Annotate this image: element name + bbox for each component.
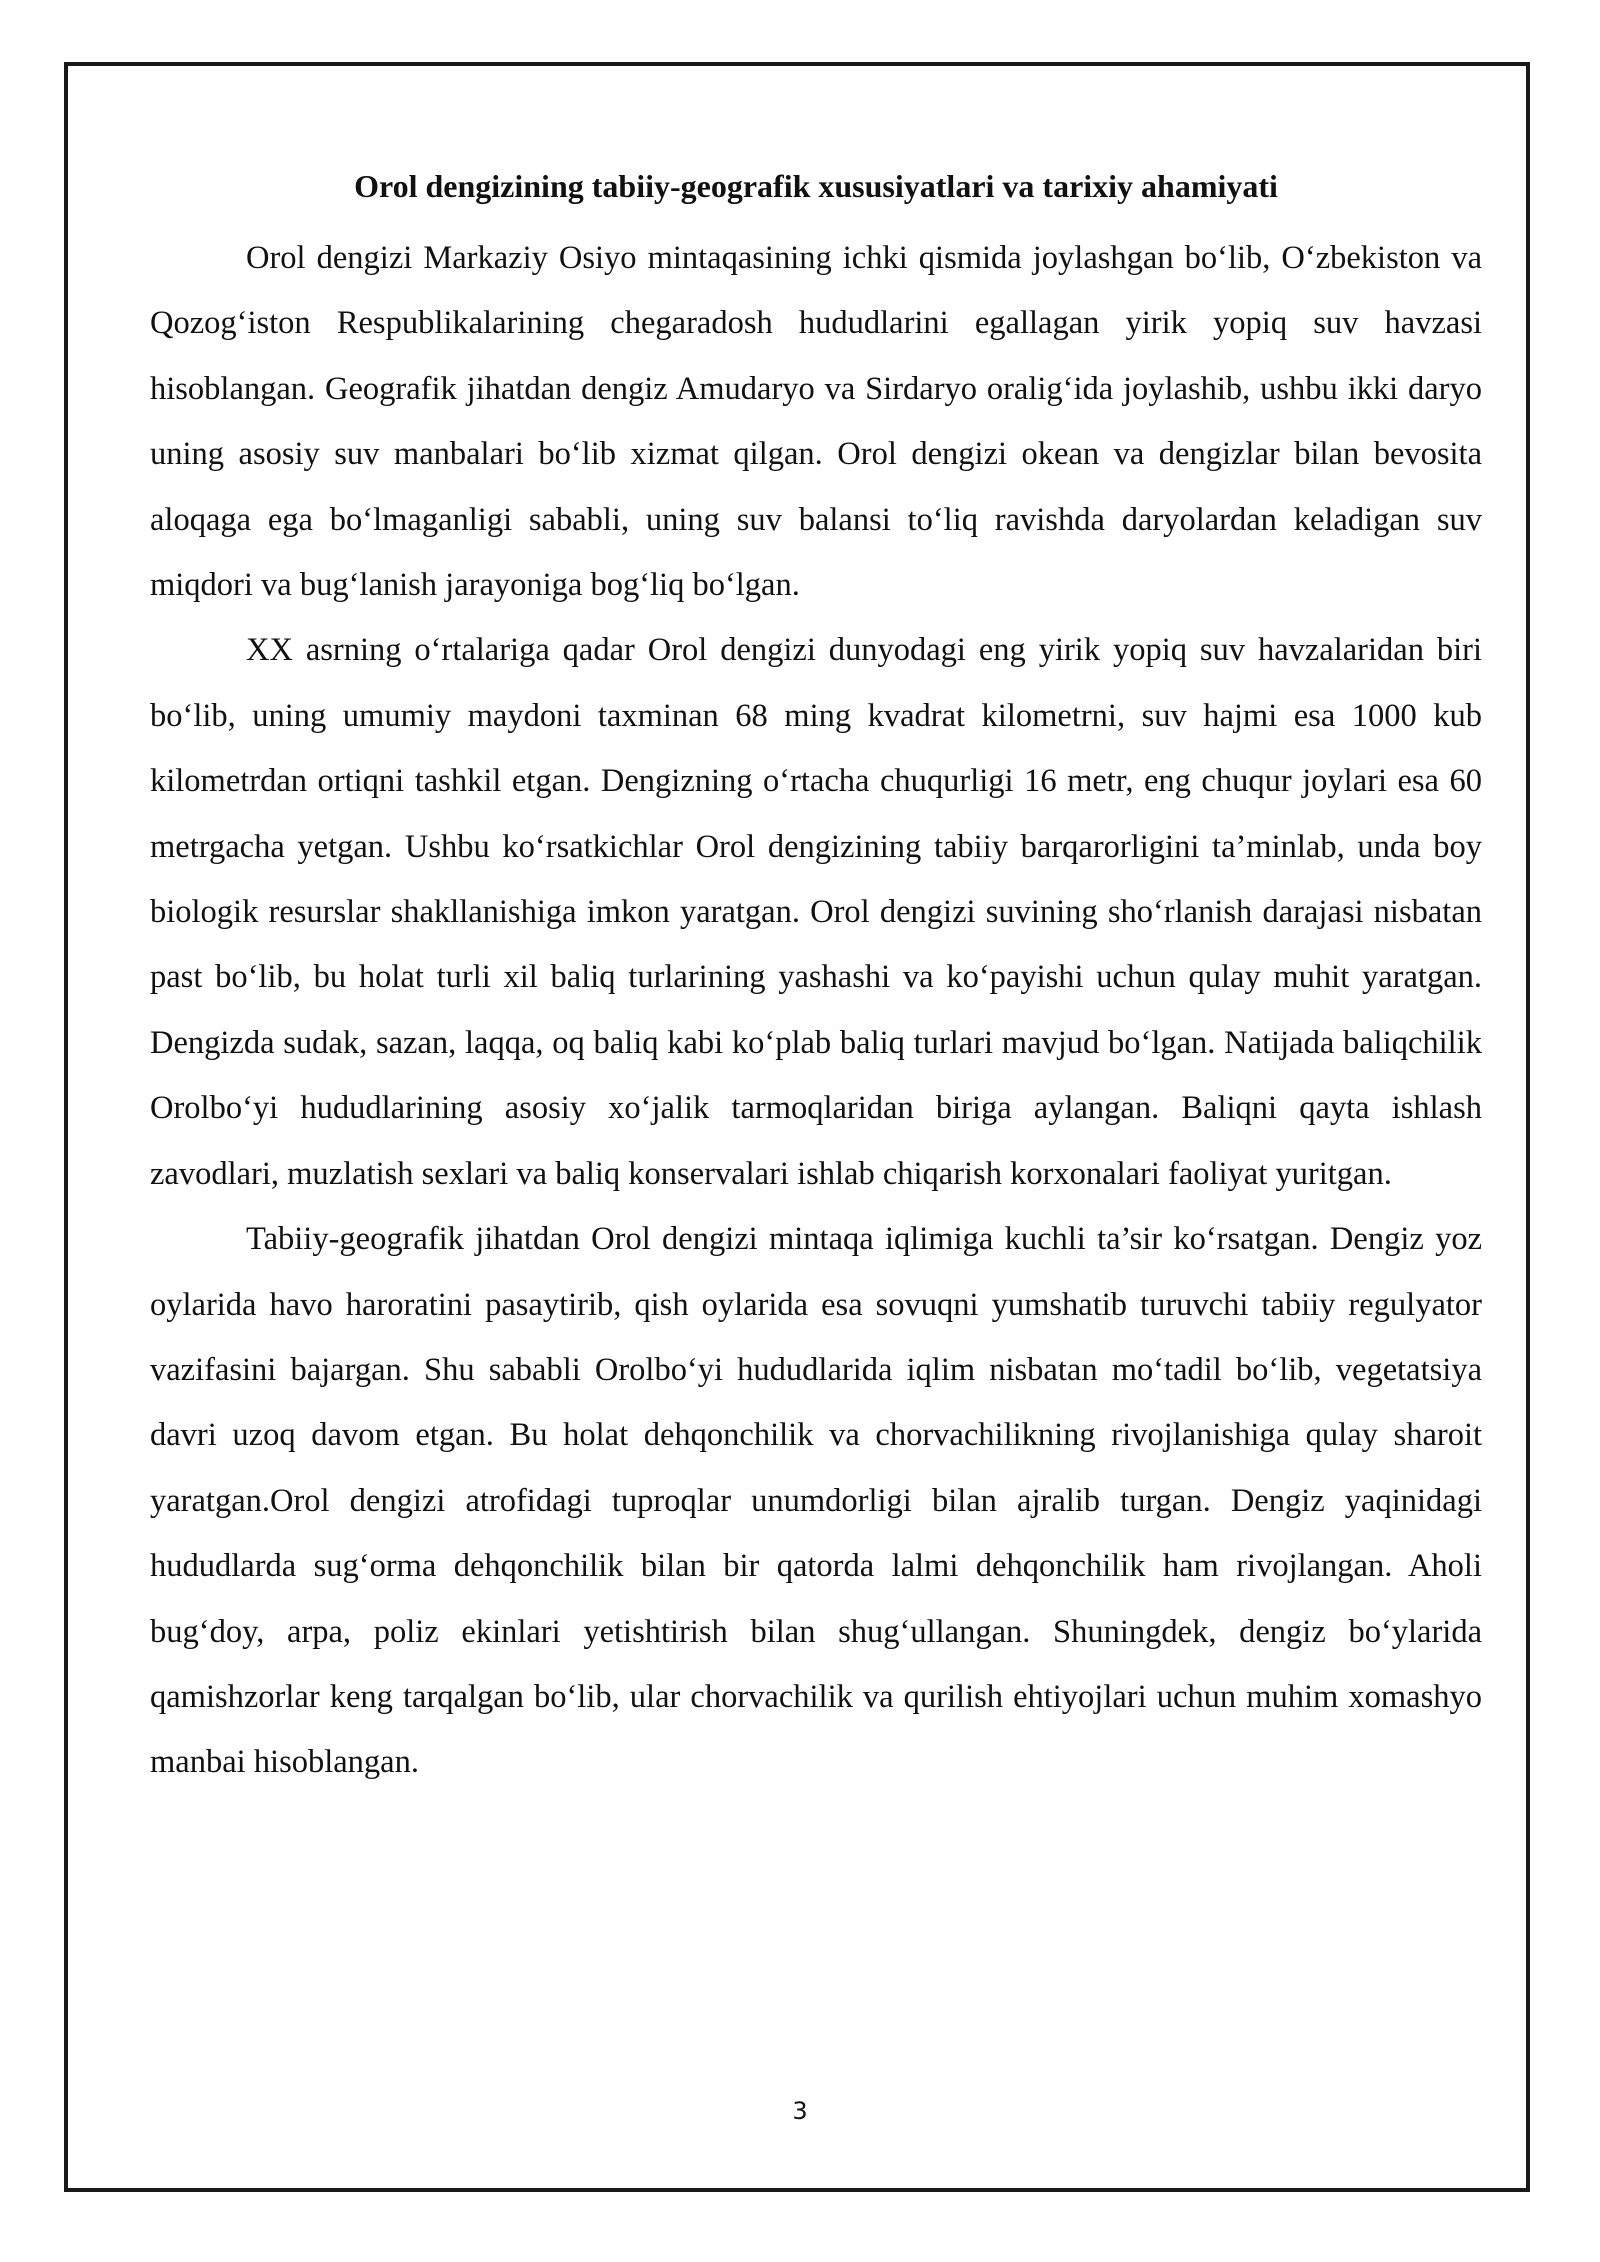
paragraph-3: Tabiiy-geografik jihatdan Orol dengizi mintaqa iqlimiga kuchli ta’sir ko‘rsatgan. Dengiz yoz oylarida havo haroratini pasaytirib, qish oylarida esa sovuqni yumshatib turuvchi tabiiy regulyator vazifasini bajargan. Shu sababli Orolbo‘yi hududlarida iqlim nisbatan mo‘tadil bo‘lib, vegetatsiya davri uzoq davom etgan. Bu holat dehqonchilik va chorvachilikning rivojlanishiga qulay sharoit yaratgan.Orol dengizi atrofidagi tuproqlar unumdorligi bilan ajralib turgan. Dengiz yaqinidagi hududlarda sug‘orma dehqonchilik bilan bir qatorda lalmi dehqonchilik ham rivojlangan. Aholi bug‘doy, arpa, poliz ekinlari yetishtirish bilan shug‘ullangan. Shuningdek, dengiz bo‘ylarida qamishzorlar keng tarqalgan bo‘lib, ular chorvachilik va qurilish ehtiyojlari uchun muhim xomashyo manbai hisoblangan. [150,1221,1482,1781]
paragraph-2: XX asrning o‘rtalariga qadar Orol dengizi dunyodagi eng yirik yopiq suv havzalaridan biri bo‘lib, uning umumiy maydoni taxminan 68 ming kvadrat kilometrni, suv hajmi esa 1000 kub kilometrdan ortiqni tashkil etgan. Dengizning o‘rtacha chuqurligi 16 metr, eng chuqur joylari esa 60 metrgacha yetgan. Ushbu ko‘rsatkichlar Orol dengizining tabiiy barqarorligini ta’minlab, unda boy biologik resurslar shakllanishiga imkon yaratgan. Orol dengizi suvining sho‘rlanish darajasi nisbatan past bo‘lib, bu holat turli xil baliq turlarining yashashi va ko‘payishi uchun qulay muhit yaratgan. Dengizda sudak, sazan, laqqa, oq baliq kabi ko‘plab baliq turlari mavjud bo‘lgan. Natijada baliqchilik Orolbo‘yi hududlarining asosiy xo‘jalik tarmoqlaridan biriga aylangan. Baliqni qayta ishlash zavodlari, muzlatish sexlari va baliq konservalari ishlab chiqarish korxonalari faoliyat yuritgan. [150,632,1482,1192]
document-body [150,226,1482,1796]
paragraph-1: Orol dengizi Markaziy Osiyo mintaqasining ichki qismida joylashgan bo‘lib, O‘zbekiston va Qozog‘iston Respublikalarining chegaradosh hududlarini egallagan yirik yopiq suv havzasi hisoblangan. Geografik jihatdan dengiz Amudaryo va Sirdaryo oralig‘ida joylashib, ushbu ikki daryo uning asosiy suv manbalari bo‘lib xizmat qilgan. Orol dengizi okean va dengizlar bilan bevosita aloqaga ega bo‘lmaganligi sababli, uning suv balansi to‘liq ravishda daryolardan keladigan suv miqdori va bug‘lanish jarayoniga bog‘liq bo‘lgan. [150,240,1482,604]
document-title: Orol dengizining tabiiy-geografik xususiyatlari va tarixiy ahamiyati [354,168,1278,204]
page-number: 3 [792,2097,808,2125]
